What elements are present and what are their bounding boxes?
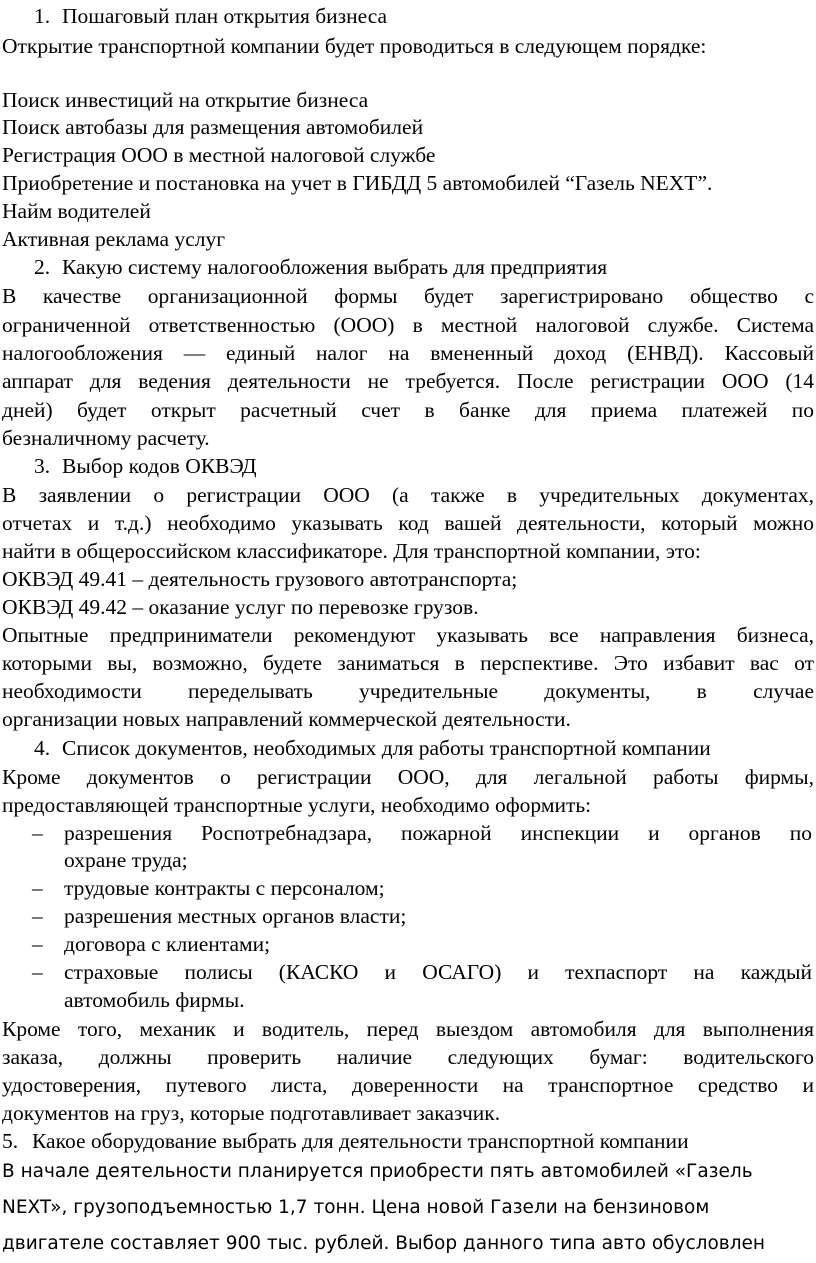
section-1-number: 1. xyxy=(34,4,51,28)
bullet-text: разрешения местных органов власти; xyxy=(64,904,407,928)
section-5-line-2: NEXT», грузоподъемностью 1,7 тонн. Цена новой Газели на бензиновом xyxy=(2,1197,710,1218)
bullet-dash: – xyxy=(32,904,43,928)
advice-line-4: организации новых направлений коммерческой деятельности. xyxy=(2,707,571,731)
section-2-line-4: аппарат для ведения деятельности не требуется. После регистрации ООО (14 xyxy=(2,369,814,393)
section-3-line-2: отчетах и т.д.) необходимо указывать код вашей деятельности, который можно xyxy=(2,511,814,535)
section-2-line-6: безналичному расчету. xyxy=(2,426,210,450)
section-4-outro-4: документов на груз, которые подготавливает заказчик. xyxy=(2,1101,501,1125)
bullet-text: автомобиль фирмы. xyxy=(64,988,245,1012)
section-4-heading xyxy=(34,734,814,762)
section-3-line-1: В заявлении о регистрации ООО (а также в учредительных документах, xyxy=(2,483,814,507)
section-4-number: 4. xyxy=(34,736,51,760)
bullet-text: страховые полисы (КАСКО и ОСАГО) и техпаспорт на каждый xyxy=(64,960,812,984)
bullet-text: договора с клиентами; xyxy=(64,932,271,956)
section-3-line-3: найти в общероссийском классификаторе. Для транспортной компании, это: xyxy=(2,539,701,563)
step-3: Регистрация ООО в местной налоговой службе xyxy=(2,143,436,167)
bullet-dash: – xyxy=(32,876,43,900)
bullet-item-4 xyxy=(2,930,814,958)
section-3-heading xyxy=(34,452,814,480)
section-2-title: Какую систему налогообложения выбрать для предприятия xyxy=(62,255,608,279)
section-4-intro-1: Кроме документов о регистрации ООО, для легальной работы фирмы, xyxy=(2,765,814,789)
step-2: Поиск автобазы для размещения автомобилей xyxy=(2,115,424,139)
okved-49-41: ОКВЭД 49.41 – деятельность грузового автотранспорта; xyxy=(2,567,518,591)
section-4-title: Список документов, необходимых для работы транспортной компании xyxy=(62,736,711,760)
bullet-dash: – xyxy=(32,960,43,984)
step-6: Активная реклама услуг xyxy=(2,227,226,251)
bullet-item-3 xyxy=(2,902,814,930)
advice-line-3: необходимости переделывать учредительные документы, в случае xyxy=(2,679,814,703)
section-2-line-3: налогообложения — единый налог на вмененный доход (ЕНВД). Кассовый xyxy=(2,341,814,365)
section-1-title: Пошаговый план открытия бизнеса xyxy=(62,4,388,28)
section-5-title: Какое оборудование выбрать для деятельности транспортной компании xyxy=(32,1129,689,1153)
bullet-item-5-cont xyxy=(2,986,814,1014)
bullet-text: охране труда; xyxy=(64,848,188,872)
section-5-number: 5. xyxy=(2,1129,19,1153)
section-3-title: Выбор кодов ОКВЭД xyxy=(62,454,257,478)
bullet-item-1-cont xyxy=(2,846,814,874)
section-4-outro-2: заказа, должны проверить наличие следующих бумаг: водительского xyxy=(2,1045,814,1069)
bullet-item-1 xyxy=(2,819,814,847)
advice-line-2: которыми вы, возможно, будете заниматься в перспективе. Это избавит вас от xyxy=(2,651,814,675)
section-2-line-2: ограниченной ответственностью (ООО) в местной налоговой службе. Система xyxy=(2,313,814,337)
step-4: Приобретение и постановка на учет в ГИБДД 5 автомобилей “Газель NEXT”. xyxy=(2,171,713,195)
bullet-text: разрешения Роспотребнадзара, пожарной инспекции и органов по xyxy=(64,821,812,845)
section-4-outro-3: удостоверения, путевого листа, доверенности на транспортное средство и xyxy=(2,1073,814,1097)
section-5-heading xyxy=(2,1127,814,1155)
okved-49-42: ОКВЭД 49.42 – оказание услуг по перевозке грузов. xyxy=(2,595,479,619)
bullet-dash: – xyxy=(32,821,43,845)
section-1-intro: Открытие транспортной компании будет проводиться в следующем порядке: xyxy=(2,34,707,58)
advice-line-1: Опытные предприниматели рекомендуют указывать все направления бизнеса, xyxy=(2,623,814,647)
section-2-line-1: В качестве организационной формы будет зарегистрировано общество с xyxy=(2,284,814,308)
section-4-intro-2: предоставляющей транспортные услуги, необходимо оформить: xyxy=(2,793,592,817)
section-1-heading xyxy=(34,2,814,30)
step-1: Поиск инвестиций на открытие бизнеса xyxy=(2,88,369,112)
bullet-item-2 xyxy=(2,874,814,902)
bullet-dash: – xyxy=(32,932,43,956)
bullet-item-5 xyxy=(2,958,814,986)
section-2-line-5: дней) будет открыт расчетный счет в банке для приема платежей по xyxy=(2,398,814,422)
section-5-line-3: двигателе составляет 900 тыс. рублей. Выбор данного типа авто обусловлен xyxy=(2,1233,766,1254)
section-3-number: 3. xyxy=(34,454,51,478)
section-2-heading xyxy=(34,253,814,281)
section-2-number: 2. xyxy=(34,255,51,279)
section-4-outro-1: Кроме того, механик и водитель, перед выездом автомобиля для выполнения xyxy=(2,1017,814,1041)
section-5-line-1: В начале деятельности планируется приобрести пять автомобилей «Газель xyxy=(2,1161,753,1182)
bullet-text: трудовые контракты с персоналом; xyxy=(64,876,385,900)
step-5: Найм водителей xyxy=(2,199,151,223)
